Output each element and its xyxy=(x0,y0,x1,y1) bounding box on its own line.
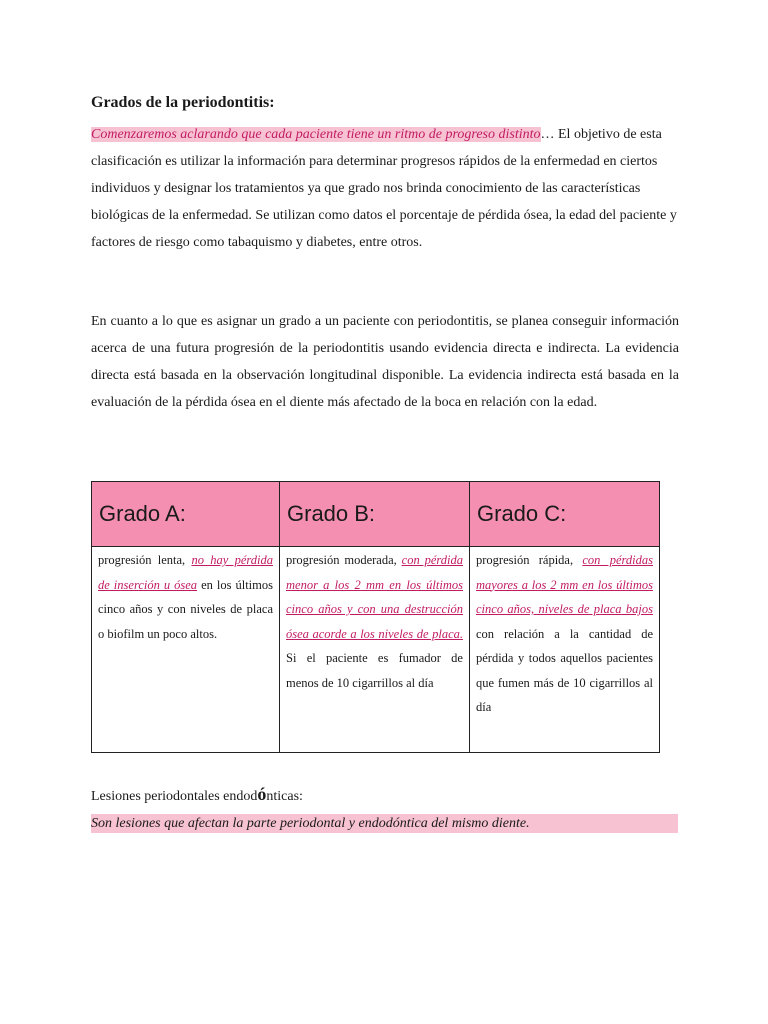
cell-grade-a xyxy=(92,547,280,753)
cell-grade-c xyxy=(470,547,660,753)
cell-b-text: progresión moderada, xyxy=(286,553,402,567)
table-row xyxy=(92,547,660,753)
header-grade-a: Grado A: xyxy=(92,482,280,547)
cell-a-text: progresión lenta, xyxy=(98,553,192,567)
cell-c-underlined: con pérdidas mayores a los 2 mm en los últimos cinco años, niveles de placa bajos xyxy=(476,553,653,616)
evidence-paragraph: En cuanto a lo que es asignar un grado a un paciente con periodontitis, se planea conseguir información acerca de una futura progresión de la periodontitis usando evidencia directa e indirecta. La evidencia directa está basada en la observación longitudinal disponible. La evidencia indirecta está basada en la evaluación de la pérdida ósea en el diente más afectado de la boca en relación con la edad. xyxy=(91,314,679,410)
header-grade-b: Grado B: xyxy=(280,482,470,547)
cell-c-text: progresión rápida, xyxy=(476,553,583,567)
lesiones-part2: ó xyxy=(257,784,267,804)
intro-body-text: … El objetivo de esta clasificación es utilizar la información para determinar progresos rápidos de la enfermedad en ciertos individuos y designar los tratamientos ya que grado nos brinda conocimiento de las características biológicas de la enfermedad. Se utilizan como datos el porcentaje de pérdida ósea, la edad del paciente y factores de riesgo como tabaquismo y diabetes, entre otros. xyxy=(91,127,677,250)
lesiones-heading xyxy=(91,784,303,805)
cell-a-underlined: no hay pérdida de inserción u ósea xyxy=(98,553,273,592)
cell-a-text-after: en los últimos cinco años y con niveles de placa o biofilm un poco altos. xyxy=(98,577,273,641)
cell-grade-b xyxy=(280,547,470,753)
lesiones-description: Son lesiones que afectan la parte periodontal y endodóntica del mismo diente. xyxy=(91,814,678,833)
header-grade-c: Grado C: xyxy=(470,482,660,547)
lesiones-part1: Lesiones periodontales endod xyxy=(91,789,258,804)
section-heading: Grados de la periodontitis: xyxy=(91,94,275,111)
cell-b-underlined: con pérdida menor a los 2 mm en los últimos cinco años y con una destrucción ósea acorde a los niveles de placa. xyxy=(286,553,463,641)
table-header-row xyxy=(92,482,660,547)
cell-b-text-after: Si el paciente es fumador de menos de 10 cigarrillos al día xyxy=(286,651,463,690)
intro-highlighted-text: Comenzaremos aclarando que cada paciente tiene un ritmo de progreso distinto xyxy=(91,127,541,142)
intro-paragraph xyxy=(91,121,679,256)
lesiones-part3: nticas: xyxy=(266,789,303,804)
grades-table xyxy=(91,481,660,753)
cell-c-text-after: con relación a la cantidad de pérdida y todos aquellos pacientes que fumen más de 10 cigarrillos al día xyxy=(476,626,653,714)
